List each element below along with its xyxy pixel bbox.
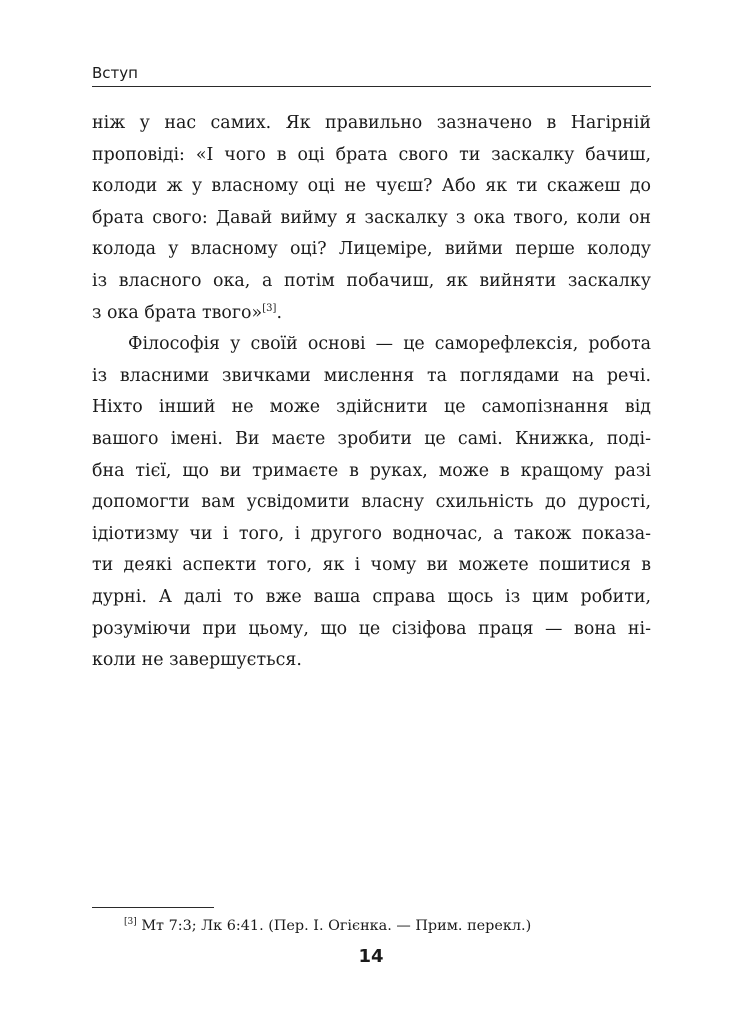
paragraph-2 [92,329,651,677]
text-line: ніж у нас самих. Як правильно зазначено в Нагірній [92,113,651,133]
text-line: ти деякі аспекти того, як і чому ви можете пошитися в [92,555,651,576]
text-line: проповіді: «І чого в оці брата свого ти заскалку бачиш, [92,144,651,165]
text-line: Ніхто інший не може здійснити це самопізнання від [92,397,651,418]
footnote-rule [92,907,214,908]
text-line: із власного ока, а потім побачиш, як вийняти заскалку [92,270,651,291]
text-line: дурні. А далі то вже ваша справа щось із цим робити, [92,586,651,607]
text-line: колоди ж у власному оці не чуєш? Або як ти скажеш до [92,176,651,197]
text-line: розуміючи при цьому, що це сізіфова праця — вона ні- [92,618,651,639]
footnote [124,915,531,937]
footnote-ref[interactable]: [3] [262,302,277,314]
page-number: 14 [358,946,384,967]
text-line-content: з ока брата твого» [92,302,263,323]
text-line: бна тієї, що ви тримаєте в руках, може в кращому разі [92,460,651,481]
text-line: допомогти вам усвідомити власну схильність до дурості, [92,492,651,513]
text-line: із власними звичками мислення та поглядами на речі. [92,365,651,386]
paragraph-1 [92,108,651,329]
text-line: вашого імені. Ви маєте зробити це самі. Книжка, поді- [92,428,651,449]
text-line-last [92,298,651,330]
text-line: брата свого: Давай вийму я заскалку з ока твого, коли он [92,207,651,228]
text-line-first: Філософія у своїй основі — це саморефлексія, робота [128,334,651,355]
text-line: колода у власному оці? Лицеміре, вийми перше колоду [92,239,651,260]
footnote-text: Мт 7:3; Лк 6:41. (Пер. І. Огієнка. — Прим. перекл.) [136,918,532,934]
header-rule [92,86,651,87]
trailing-punctuation: . [276,302,282,323]
body-text [92,108,651,677]
footnote-marker: [3] [124,917,137,927]
text-line: ідіотизму чи і того, і другого водночас, а також показа- [92,523,651,544]
running-title: Вступ [92,64,138,82]
text-line-last: коли не завершується. [92,650,302,671]
